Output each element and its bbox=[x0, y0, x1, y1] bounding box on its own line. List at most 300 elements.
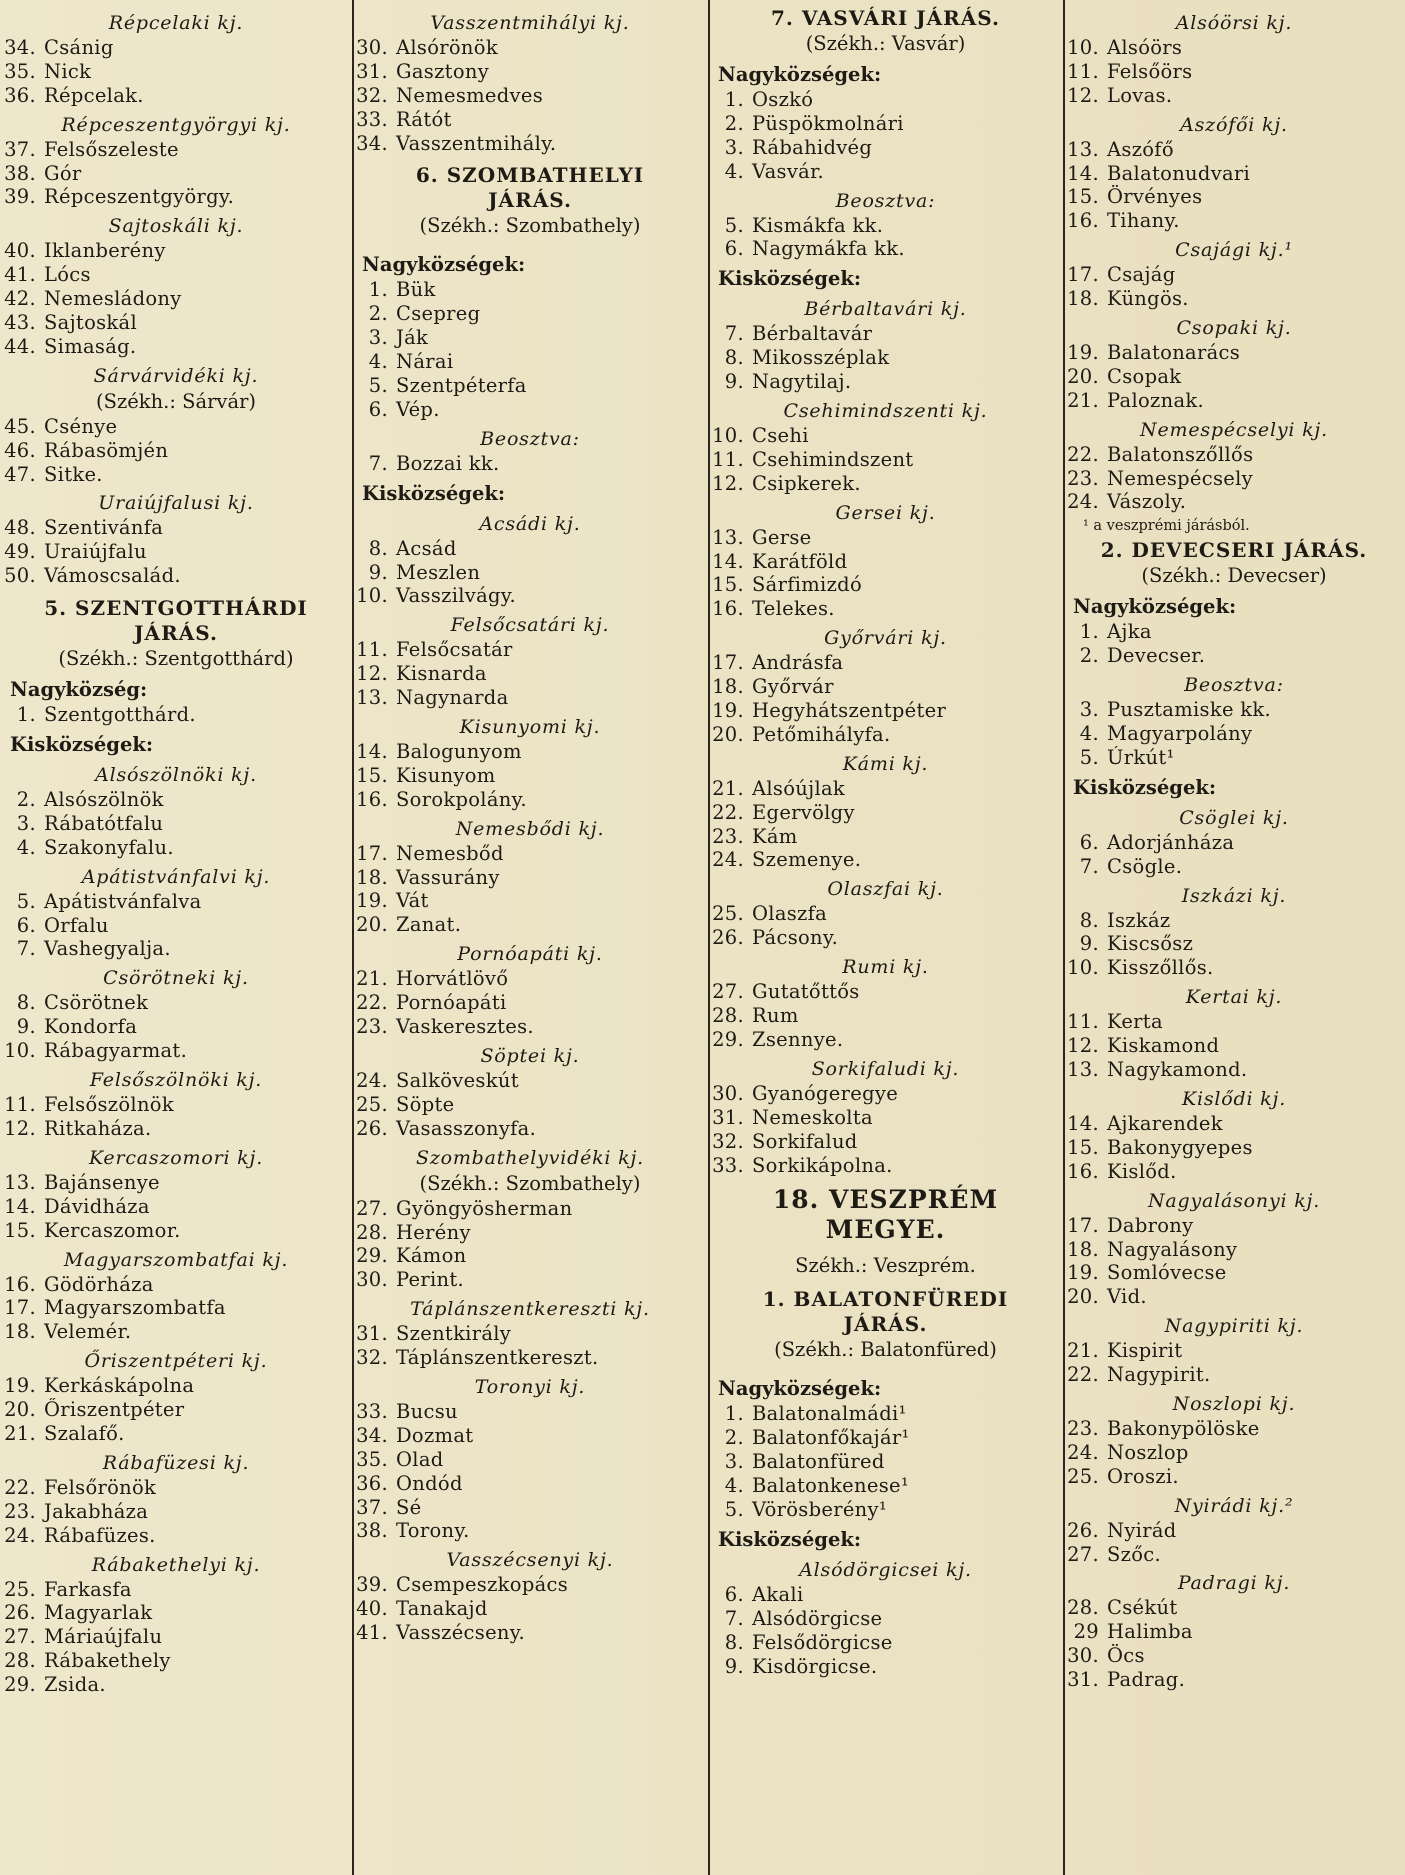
item-number: 10. bbox=[712, 424, 744, 448]
item-number: 6. bbox=[16, 913, 36, 937]
item-number: 2. bbox=[1079, 644, 1099, 668]
item-number: 7. bbox=[1079, 854, 1099, 878]
item-number: 45. bbox=[4, 414, 36, 438]
section-heading: Olaszfai kj. bbox=[827, 878, 944, 901]
item-name: Felsőörs bbox=[1107, 59, 1193, 83]
group-heading: Nagyközségek: bbox=[718, 63, 882, 86]
district-title: 7. VASVÁRI JÁRÁS. bbox=[770, 6, 1000, 30]
item-name: Vashegyalja. bbox=[44, 937, 171, 961]
list-item bbox=[708, 651, 1063, 675]
list-item bbox=[352, 36, 708, 60]
list-item bbox=[0, 836, 352, 860]
item-number: 46. bbox=[4, 438, 36, 462]
item-name: Adorjánháza bbox=[1107, 830, 1235, 854]
list-item bbox=[1063, 1596, 1405, 1620]
list-item bbox=[352, 1322, 708, 1346]
section-heading: Alsódörgicsei kj. bbox=[799, 1558, 972, 1581]
item-number: 31. bbox=[356, 59, 388, 83]
list-item bbox=[352, 866, 708, 890]
seat-label: (Székh.: Szombathely) bbox=[419, 1171, 641, 1195]
list-item bbox=[1063, 1620, 1405, 1644]
list-item bbox=[708, 214, 1063, 238]
item-number: 29. bbox=[356, 1244, 388, 1268]
item-name: Magyarlak bbox=[44, 1601, 153, 1625]
item-number: 1. bbox=[724, 88, 744, 111]
list-item bbox=[1063, 1238, 1405, 1262]
item-name: Szentivánfa bbox=[44, 516, 164, 540]
item-name: Kisdörgicse. bbox=[752, 1654, 878, 1678]
spacer bbox=[0, 588, 352, 596]
item-number: 11. bbox=[4, 1093, 36, 1117]
item-name: Nemesládony bbox=[44, 287, 182, 311]
section-heading: Nyirádi kj.² bbox=[1174, 1494, 1294, 1517]
section-heading: Beosztva: bbox=[835, 189, 936, 212]
item-number: 30. bbox=[356, 36, 388, 59]
section-heading: Kislődi kj. bbox=[1181, 1087, 1287, 1110]
item-number: 33. bbox=[356, 107, 388, 131]
item-name: Szalafő. bbox=[44, 1421, 125, 1445]
item-name: Akali bbox=[752, 1582, 804, 1606]
item-number: 24. bbox=[1067, 490, 1099, 514]
item-name: Kismákfa kk. bbox=[752, 213, 884, 237]
list-item bbox=[1063, 467, 1405, 491]
item-name: Apátistvánfalva bbox=[44, 889, 202, 913]
item-name: Kisnarda bbox=[396, 662, 487, 686]
item-number: 20. bbox=[356, 913, 388, 937]
list-item bbox=[0, 185, 352, 209]
list-item bbox=[0, 1578, 352, 1602]
item-name: Vasasszonyfa. bbox=[396, 1116, 537, 1140]
item-number: 7. bbox=[16, 937, 36, 961]
item-number: 13. bbox=[1067, 1058, 1099, 1082]
item-name: Magyarpolány bbox=[1107, 722, 1253, 746]
item-number: 1. bbox=[1079, 620, 1099, 644]
item-name: Máriaújfalu bbox=[44, 1625, 163, 1649]
item-name: Gerse bbox=[752, 525, 812, 549]
list-item bbox=[352, 1519, 708, 1543]
item-number: 19. bbox=[1067, 341, 1099, 365]
item-number: 4. bbox=[368, 350, 388, 374]
seat-label: (Székh.: Sárvár) bbox=[96, 389, 256, 413]
section-heading: Őriszentpéteri kj. bbox=[84, 1350, 268, 1373]
list-item bbox=[0, 415, 352, 439]
item-number: 23. bbox=[356, 1015, 388, 1039]
item-name: Nagymákfa kk. bbox=[752, 237, 905, 261]
list-item bbox=[708, 675, 1063, 699]
item-number: 47. bbox=[4, 462, 36, 486]
list-item bbox=[0, 239, 352, 263]
item-number: 18. bbox=[4, 1320, 36, 1344]
item-number: 3. bbox=[16, 811, 36, 835]
section-heading: Vasszécsenyi kj. bbox=[446, 1549, 614, 1572]
list-item bbox=[0, 463, 352, 487]
list-item bbox=[352, 561, 708, 585]
list-item bbox=[0, 1273, 352, 1297]
item-name: Oroszi. bbox=[1107, 1464, 1179, 1488]
item-name: Alsóújlak bbox=[752, 776, 846, 800]
section-heading: Csöglei kj. bbox=[1179, 806, 1289, 829]
district-title: 2. DEVECSERI JÁRÁS. bbox=[1100, 538, 1368, 563]
item-name: Ritkaháza. bbox=[44, 1116, 152, 1140]
item-name: Herény bbox=[396, 1220, 471, 1244]
list-item bbox=[1063, 287, 1405, 311]
item-name: Vaskeresztes. bbox=[396, 1015, 534, 1039]
item-name: Alsószölnök bbox=[44, 788, 164, 812]
item-number: 16. bbox=[1067, 209, 1099, 233]
item-name: Rátót bbox=[396, 107, 452, 131]
list-item bbox=[352, 662, 708, 686]
item-name: Csékút bbox=[1107, 1596, 1178, 1620]
item-number: 12. bbox=[1067, 83, 1099, 107]
section-heading: Apátistvánfalvi kj. bbox=[81, 865, 271, 888]
item-number: 8. bbox=[724, 346, 744, 370]
item-name: Felsőcsatár bbox=[396, 638, 513, 662]
item-name: Farkasfa bbox=[44, 1577, 132, 1601]
section-heading: Pornóapáti kj. bbox=[457, 943, 603, 966]
seat-label: Székh.: Veszprém. bbox=[795, 1254, 976, 1278]
district-title: JÁRÁS. bbox=[843, 1312, 928, 1337]
list-item bbox=[0, 812, 352, 836]
list-item bbox=[352, 686, 708, 710]
section-heading: Padragi kj. bbox=[1177, 1572, 1291, 1595]
item-number: 10. bbox=[1067, 956, 1099, 980]
list-item bbox=[708, 1402, 1063, 1426]
list-item bbox=[352, 1597, 708, 1621]
item-number: 3. bbox=[724, 135, 744, 159]
item-number: 34. bbox=[356, 131, 388, 155]
spacer bbox=[352, 155, 708, 163]
group-heading: Nagyközségek: bbox=[362, 253, 526, 277]
group-heading: Kisközségek: bbox=[10, 733, 154, 757]
list-item bbox=[352, 842, 708, 866]
list-item bbox=[1063, 1417, 1405, 1441]
section-heading: Felsőszölnöki kj. bbox=[89, 1069, 263, 1092]
item-number: 21. bbox=[4, 1421, 36, 1445]
list-item bbox=[0, 439, 352, 463]
item-name: Felsőszölnök bbox=[44, 1093, 174, 1117]
item-name: Felsőrönök bbox=[44, 1475, 157, 1499]
item-number: 40. bbox=[4, 239, 36, 263]
item-number: 4. bbox=[16, 835, 36, 859]
item-name: Bakonypölöske bbox=[1107, 1416, 1260, 1440]
item-name: Pornóapáti bbox=[396, 991, 507, 1015]
item-number: 6. bbox=[724, 1582, 744, 1606]
item-number: 34. bbox=[356, 1423, 388, 1447]
item-number: 21. bbox=[712, 776, 744, 800]
item-number: 27. bbox=[356, 1196, 388, 1220]
item-number: 35. bbox=[356, 1447, 388, 1471]
item-number: 36. bbox=[356, 1471, 388, 1495]
item-name: Bük bbox=[396, 278, 436, 302]
item-number: 16. bbox=[1067, 1159, 1099, 1183]
item-name: Tihany. bbox=[1107, 209, 1180, 233]
section-heading: Sorkifaludi kj. bbox=[811, 1057, 960, 1080]
list-item bbox=[1063, 1034, 1405, 1058]
item-name: Iszkáz bbox=[1107, 908, 1171, 932]
list-item bbox=[352, 374, 708, 398]
item-number: 2. bbox=[368, 302, 388, 326]
item-name: Karátföld bbox=[752, 549, 848, 573]
item-name: Csehi bbox=[752, 424, 809, 448]
item-number: 14. bbox=[712, 549, 744, 573]
section-heading: Kertai kj. bbox=[1185, 986, 1283, 1009]
list-item bbox=[0, 1374, 352, 1398]
list-item bbox=[352, 132, 708, 156]
list-item bbox=[0, 138, 352, 162]
list-item bbox=[0, 1320, 352, 1344]
list-item bbox=[0, 1398, 352, 1422]
item-name: Bérbaltavár bbox=[752, 322, 873, 346]
list-item bbox=[708, 346, 1063, 370]
item-number: 13. bbox=[1067, 137, 1099, 161]
item-name: Püspökmolnári bbox=[752, 111, 904, 135]
list-item bbox=[708, 472, 1063, 496]
list-item bbox=[708, 1498, 1063, 1522]
item-number: 41. bbox=[4, 263, 36, 287]
list-item bbox=[352, 1221, 708, 1245]
spacer bbox=[708, 1177, 1063, 1185]
list-item bbox=[1063, 1519, 1405, 1543]
list-item bbox=[708, 237, 1063, 261]
item-name: Nagypirit. bbox=[1107, 1363, 1211, 1387]
list-item bbox=[352, 1268, 708, 1292]
list-item bbox=[352, 278, 708, 302]
list-item bbox=[708, 1082, 1063, 1106]
list-item bbox=[352, 1424, 708, 1448]
item-number: 28. bbox=[356, 1220, 388, 1244]
item-name: Nemesmedves bbox=[396, 83, 544, 107]
list-item bbox=[708, 848, 1063, 872]
item-name: Sorkifalud bbox=[752, 1129, 858, 1153]
item-number: 7. bbox=[724, 1606, 744, 1630]
item-number: 19. bbox=[356, 889, 388, 913]
county-title: 18. VESZPRÉM bbox=[772, 1185, 999, 1215]
item-name: Vát bbox=[396, 889, 429, 913]
list-item bbox=[0, 1625, 352, 1649]
item-name: Gyanógeregye bbox=[752, 1081, 899, 1105]
section-heading: Sárvárvidéki kj. bbox=[93, 364, 259, 387]
list-item bbox=[352, 1400, 708, 1424]
section-heading: Magyarszombatfai kj. bbox=[63, 1248, 289, 1271]
list-item bbox=[1063, 1058, 1405, 1082]
item-number: 2. bbox=[724, 111, 744, 135]
list-item bbox=[352, 537, 708, 561]
list-item bbox=[708, 723, 1063, 747]
list-item bbox=[1063, 1112, 1405, 1136]
list-item bbox=[352, 1093, 708, 1117]
item-number: 4. bbox=[724, 1474, 744, 1498]
list-item bbox=[1063, 644, 1405, 668]
column-1 bbox=[0, 6, 352, 1875]
list-item bbox=[1063, 36, 1405, 60]
list-item bbox=[352, 1244, 708, 1268]
item-name: Balatonfőkajár¹ bbox=[752, 1426, 910, 1450]
section-heading: Aszófői kj. bbox=[1180, 113, 1288, 136]
item-number: 6. bbox=[368, 397, 388, 421]
item-name: Csörötnek bbox=[44, 991, 149, 1015]
list-item bbox=[352, 1015, 708, 1039]
list-item bbox=[1063, 365, 1405, 389]
item-name: Vasszécseny. bbox=[396, 1621, 525, 1645]
item-name: Balatonfüred bbox=[752, 1450, 885, 1474]
list-item bbox=[0, 991, 352, 1015]
item-number: 13. bbox=[356, 686, 388, 710]
list-item bbox=[1063, 1668, 1405, 1692]
list-item bbox=[0, 703, 352, 727]
item-number: 50. bbox=[4, 564, 36, 588]
item-name: Somlóvecse bbox=[1107, 1261, 1227, 1285]
item-name: Pácsony. bbox=[752, 926, 839, 950]
item-number: 24. bbox=[356, 1068, 388, 1092]
list-item bbox=[0, 540, 352, 564]
item-number: 15. bbox=[1067, 185, 1099, 209]
item-number: 3. bbox=[1079, 698, 1099, 722]
item-number: 12. bbox=[712, 471, 744, 495]
item-number: 4. bbox=[724, 159, 744, 183]
item-number: 21. bbox=[1067, 388, 1099, 412]
item-name: Tanakajd bbox=[396, 1597, 488, 1621]
district-title: 5. SZENTGOTTHÁRDI bbox=[44, 596, 308, 621]
list-item bbox=[1063, 831, 1405, 855]
list-item bbox=[708, 801, 1063, 825]
group-heading: Kisközségek: bbox=[718, 1527, 862, 1551]
item-name: Bakonygyepes bbox=[1107, 1135, 1253, 1159]
list-item bbox=[1063, 162, 1405, 186]
item-name: Perint. bbox=[396, 1268, 465, 1292]
item-number: 16. bbox=[712, 597, 744, 621]
item-name: Magyarszombatfa bbox=[44, 1296, 226, 1320]
section-heading: Rumi kj. bbox=[842, 956, 929, 979]
item-name: Zsida. bbox=[44, 1673, 106, 1697]
item-name: Szentgotthárd. bbox=[44, 703, 196, 727]
list-item bbox=[1063, 84, 1405, 108]
item-name: Kisszőllős. bbox=[1107, 956, 1214, 980]
list-item bbox=[708, 1474, 1063, 1498]
list-item bbox=[708, 1154, 1063, 1178]
item-name: Balogunyom bbox=[396, 740, 522, 764]
item-name: Olaszfa bbox=[752, 902, 828, 926]
item-number: 5. bbox=[724, 213, 744, 237]
item-name: Ajkarendek bbox=[1107, 1111, 1223, 1135]
item-number: 18. bbox=[356, 865, 388, 889]
item-number: 25. bbox=[1067, 1464, 1099, 1488]
item-number: 27. bbox=[1067, 1542, 1099, 1566]
item-name: Petőmihályfa. bbox=[752, 722, 891, 746]
item-name: Dabrony bbox=[1107, 1213, 1194, 1237]
item-name: Bucsu bbox=[396, 1399, 458, 1423]
item-number: 15. bbox=[1067, 1135, 1099, 1159]
item-name: Vasszentmihály. bbox=[396, 131, 557, 155]
item-number: 48. bbox=[4, 516, 36, 540]
list-item bbox=[708, 88, 1063, 112]
group-heading: Kisközségek: bbox=[1073, 775, 1217, 799]
item-name: Devecser. bbox=[1107, 644, 1206, 668]
item-number: 9. bbox=[724, 370, 744, 394]
item-name: Nagykamond. bbox=[1107, 1058, 1248, 1082]
item-number: 22. bbox=[4, 1475, 36, 1499]
list-item bbox=[1063, 1543, 1405, 1567]
item-number: 22. bbox=[1067, 1363, 1099, 1387]
item-name: Halimba bbox=[1107, 1620, 1193, 1644]
spacer bbox=[708, 1363, 1063, 1371]
item-name: Lócs bbox=[44, 263, 91, 287]
list-item bbox=[0, 311, 352, 335]
item-number: 31. bbox=[1067, 1668, 1099, 1692]
item-name: Kondorfa bbox=[44, 1015, 138, 1039]
item-number: 22. bbox=[1067, 442, 1099, 466]
list-item bbox=[1063, 185, 1405, 209]
list-item bbox=[352, 1621, 708, 1645]
item-number: 25. bbox=[356, 1092, 388, 1116]
section-heading: Kámi kj. bbox=[842, 752, 929, 775]
column-2 bbox=[352, 6, 708, 1875]
list-item bbox=[1063, 209, 1405, 233]
list-item bbox=[708, 902, 1063, 926]
item-name: Kiskamond bbox=[1107, 1034, 1220, 1058]
item-number: 12. bbox=[356, 662, 388, 686]
list-item bbox=[0, 1649, 352, 1673]
list-item bbox=[708, 777, 1063, 801]
section-heading: Szombathelyvidéki kj. bbox=[416, 1146, 644, 1169]
list-item bbox=[0, 1039, 352, 1063]
item-name: Alsóörs bbox=[1107, 36, 1183, 59]
item-number: 26. bbox=[356, 1116, 388, 1140]
item-name: Egervölgy bbox=[752, 800, 855, 824]
item-name: Csopak bbox=[1107, 364, 1182, 388]
item-number: 21. bbox=[356, 967, 388, 991]
group-heading: Kisközségek: bbox=[718, 267, 862, 291]
item-number: 28. bbox=[712, 1004, 744, 1028]
item-name: Rábagyarmat. bbox=[44, 1039, 188, 1063]
list-item bbox=[352, 302, 708, 326]
item-number: 43. bbox=[4, 311, 36, 335]
list-item bbox=[708, 1426, 1063, 1450]
item-name: Szőc. bbox=[1107, 1542, 1161, 1566]
item-name: Horvátlövő bbox=[396, 967, 509, 991]
district-title: 6. SZOMBATHELYI bbox=[415, 163, 645, 188]
list-item bbox=[352, 584, 708, 608]
item-number: 6. bbox=[1079, 830, 1099, 854]
item-number: 36. bbox=[4, 83, 36, 107]
item-number: 33. bbox=[712, 1153, 744, 1177]
list-item bbox=[708, 1450, 1063, 1474]
item-number: 16. bbox=[4, 1272, 36, 1296]
list-item bbox=[708, 526, 1063, 550]
item-name: Táplánszentkereszt. bbox=[396, 1346, 599, 1370]
item-name: Kerta bbox=[1107, 1010, 1163, 1034]
item-name: Csempeszkopács bbox=[396, 1573, 569, 1597]
item-number: 17. bbox=[4, 1296, 36, 1320]
list-item bbox=[0, 1673, 352, 1697]
list-item bbox=[0, 335, 352, 359]
seat-label: (Székh.: Devecser) bbox=[1141, 564, 1327, 588]
item-name: Iklanberény bbox=[44, 239, 166, 263]
list-item bbox=[0, 162, 352, 186]
item-name: Alsórönök bbox=[396, 36, 498, 59]
item-number: 17. bbox=[712, 651, 744, 675]
list-item bbox=[708, 550, 1063, 574]
list-item bbox=[1063, 1261, 1405, 1285]
section-heading: Sajtoskáli kj. bbox=[108, 215, 244, 238]
list-item bbox=[1063, 60, 1405, 84]
item-number: 9. bbox=[368, 560, 388, 584]
item-number: 3. bbox=[368, 326, 388, 350]
list-item bbox=[0, 516, 352, 540]
item-name: Bajánsenye bbox=[44, 1170, 160, 1194]
item-name: Dozmat bbox=[396, 1423, 474, 1447]
district-title: JÁRÁS. bbox=[134, 621, 218, 646]
item-number: 11. bbox=[1067, 59, 1099, 83]
